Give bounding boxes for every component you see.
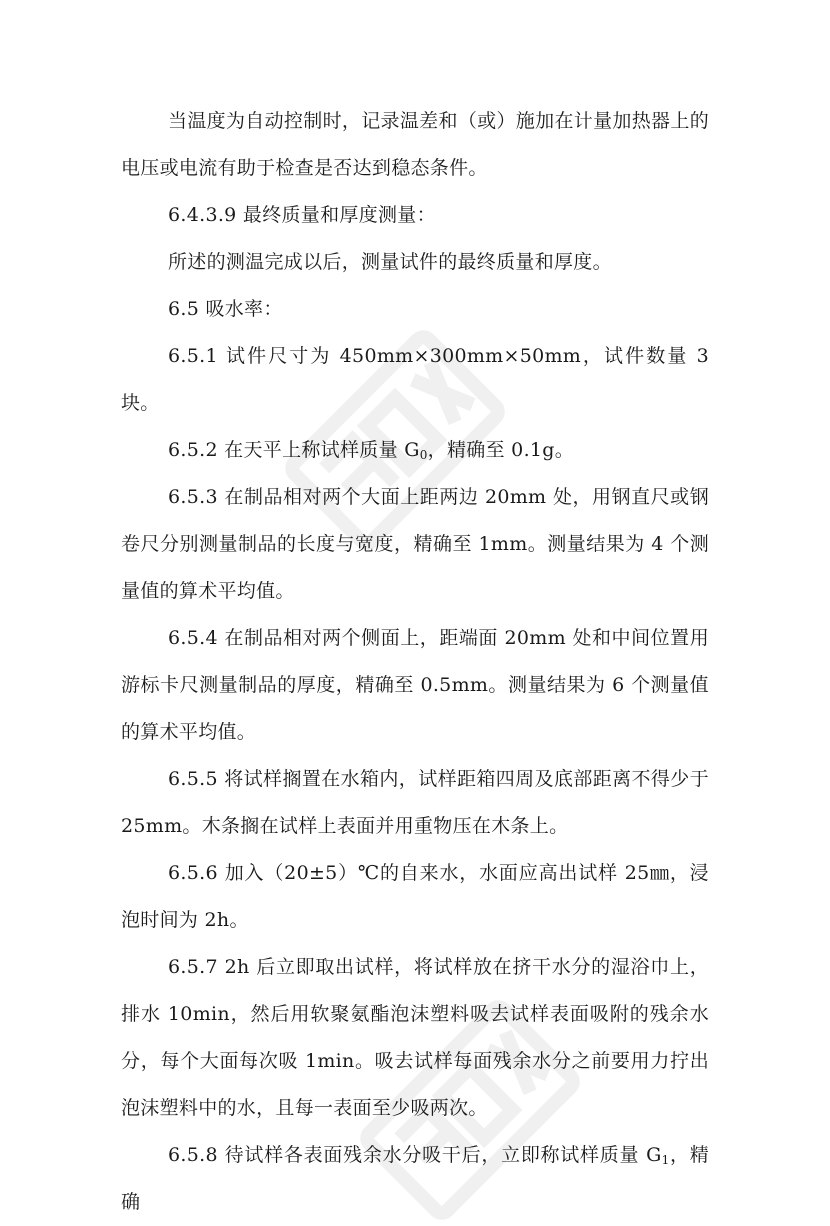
paragraph-6-5-8 [121,1132,709,1226]
heading-6-4-3-9: 6.4.3.9 最终质量和厚度测量： [168,204,436,226]
paragraph-6-5-8-post: ，精确 [121,1144,709,1213]
paragraph-6-5-5: 6.5.5 将试样搁置在水箱内，试样距箱四周及底部距离不得少于 25mm。木条搁在试样上表面并用重物压在木条上。 [121,768,709,837]
paragraph-6-5-8-pre: 6.5.8 待试样各表面残余水分吸干后，立即称试样质量 G [168,1144,662,1166]
paragraph-6-5-1: 6.5.1 试件尺寸为 450mm×300mm×50mm，试件数量 3 块。 [121,345,709,414]
document-body [121,98,709,1226]
paragraph-6-5-7: 6.5.7 2h 后立即取出试样，将试样放在挤干水分的湿浴巾上，排水 10min，然后用软聚氨酯泡沫塑料吸去试样表面吸附的残余水分，每个大面每次吸 1min。吸去试样每面残余水分之前要用力拧出泡沫塑料中的水，且每一表面至少吸两次。 [121,956,709,1119]
paragraph-6-5-3: 6.5.3 在制品相对两个大面上距两边 20mm 处，用钢直尺或钢卷尺分别测量制品的长度与宽度，精确至 1mm。测量结果为 4 个测量值的算术平均值。 [121,486,709,602]
subscript-g0: 0 [419,448,428,462]
paragraph-6-5-2-post: ，精确至 0.1g。 [427,439,575,461]
paragraph-6-5-2-pre: 6.5.2 在天平上称试样质量 G [168,439,420,461]
paragraph-6-5-2 [121,427,709,474]
subscript-g1: 1 [661,1153,670,1167]
paragraph-temperature-control: 当温度为自动控制时，记录温差和（或）施加在计量加热器上的电压或电流有助于检查是否达到稳态条件。 [121,110,709,179]
paragraph-final-measurement: 所述的测温完成以后，测量试件的最终质量和厚度。 [168,251,612,273]
heading-6-5: 6.5 吸水率： [168,298,283,320]
paragraph-6-5-6: 6.5.6 加入（20±5）℃的自来水，水面应高出试样 25㎜，浸泡时间为 2h。 [121,862,709,931]
paragraph-6-5-4: 6.5.4 在制品相对两个侧面上，距端面 20mm 处和中间位置用游标卡尺测量制品的厚度，精确至 0.5mm。测量结果为 6 个测量值的算术平均值。 [121,627,709,743]
